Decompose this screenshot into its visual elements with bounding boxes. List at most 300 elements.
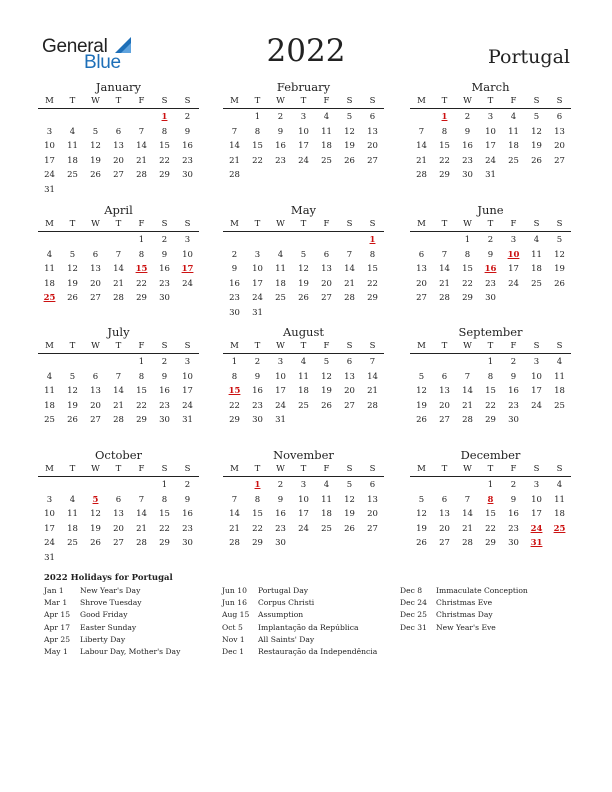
holiday-day: 25 xyxy=(43,293,56,304)
day-cell: 27 xyxy=(554,155,565,166)
day-cell: 2 xyxy=(184,112,191,122)
day-cell: 15 xyxy=(252,141,263,152)
day-cell: 28 xyxy=(462,538,473,549)
month-name: May xyxy=(290,203,317,217)
day-cell: 3 xyxy=(300,480,307,490)
day-cell: 8 xyxy=(464,249,471,260)
day-cell: 5 xyxy=(323,357,330,367)
weekday-label: S xyxy=(369,464,376,474)
day-cell: 8 xyxy=(138,249,145,260)
day-cell: 20 xyxy=(90,400,101,411)
day-cell: 5 xyxy=(346,112,353,122)
day-cell: 17 xyxy=(298,141,309,152)
weekday-label: F xyxy=(510,219,517,229)
day-cell: 27 xyxy=(416,293,427,304)
day-cell: 21 xyxy=(439,278,450,289)
day-cell: 16 xyxy=(182,509,193,520)
day-cell: 13 xyxy=(554,126,565,137)
holiday-day: 10 xyxy=(507,249,520,260)
weekday-label: S xyxy=(556,341,563,351)
holiday-name: Restauração da Independência xyxy=(258,646,378,656)
empty-day xyxy=(410,355,433,370)
day-cell: 19 xyxy=(298,278,309,289)
holiday-day: 8 xyxy=(487,494,494,505)
day-cell: 22 xyxy=(252,523,263,534)
holiday-day: 25 xyxy=(553,523,566,534)
weekday-header xyxy=(38,217,199,232)
weekday-label: M xyxy=(417,219,426,229)
holiday-item xyxy=(44,586,180,598)
day-cell: 26 xyxy=(321,400,332,411)
holiday-date: Jan 1 xyxy=(44,586,64,595)
weekday-label: W xyxy=(276,341,285,351)
day-cell: 14 xyxy=(462,509,473,520)
day-cell: 30 xyxy=(159,293,170,304)
holiday-date: Dec 8 xyxy=(400,586,423,595)
day-cell: 21 xyxy=(367,386,378,397)
empty-day xyxy=(107,233,130,248)
day-cell: 26 xyxy=(554,278,565,289)
holiday-day: 5 xyxy=(92,494,99,505)
empty-day xyxy=(107,355,130,370)
day-cell: 16 xyxy=(159,264,170,275)
day-cell: 9 xyxy=(510,371,517,382)
empty-day xyxy=(84,233,107,248)
weekday-label: T xyxy=(69,96,76,106)
day-cell: 9 xyxy=(487,249,494,260)
day-cell: 21 xyxy=(462,523,473,534)
day-cell: 3 xyxy=(46,126,53,137)
day-cell: 13 xyxy=(344,371,355,382)
day-cell: 19 xyxy=(531,141,542,152)
day-cell: 24 xyxy=(298,155,309,166)
day-cell: 1 xyxy=(231,357,238,367)
day-cell: 30 xyxy=(182,170,193,181)
holiday-date: Apr 25 xyxy=(44,634,71,644)
day-cell: 10 xyxy=(44,509,55,520)
weekday-label: W xyxy=(463,219,472,229)
empty-day xyxy=(315,233,338,248)
day-cell: 7 xyxy=(231,494,238,505)
day-cell: 18 xyxy=(298,386,309,397)
day-cell: 16 xyxy=(159,386,170,397)
day-cell: 14 xyxy=(439,264,450,275)
holiday-name: Liberty Day xyxy=(80,634,126,644)
day-cell: 25 xyxy=(275,293,286,304)
day-cell: 21 xyxy=(136,523,147,534)
day-cell: 20 xyxy=(321,278,332,289)
day-cell: 6 xyxy=(369,480,376,490)
day-cell: 1 xyxy=(161,480,168,490)
day-cell: 6 xyxy=(323,249,330,260)
day-cell: 8 xyxy=(231,371,238,382)
weekday-label: S xyxy=(369,341,376,351)
day-cell: 27 xyxy=(90,293,101,304)
day-cell: 18 xyxy=(44,278,55,289)
day-cell: 30 xyxy=(275,538,286,549)
day-cell: 15 xyxy=(136,386,147,397)
empty-day xyxy=(107,110,130,125)
month-name: November xyxy=(273,448,334,462)
empty-day xyxy=(433,233,456,248)
day-cell: 13 xyxy=(367,494,378,505)
day-cell: 18 xyxy=(67,523,78,534)
day-cell: 18 xyxy=(67,155,78,166)
day-cell: 25 xyxy=(508,155,519,166)
day-cell: 4 xyxy=(277,249,284,260)
day-cell: 21 xyxy=(344,278,355,289)
page-title-year: 2022 xyxy=(266,33,346,69)
holiday-column xyxy=(44,586,180,659)
day-cell: 20 xyxy=(439,523,450,534)
empty-day xyxy=(38,233,61,248)
day-cell: 3 xyxy=(254,249,261,260)
weekday-label: T xyxy=(300,96,307,106)
day-cell: 18 xyxy=(44,400,55,411)
day-cell: 4 xyxy=(46,249,53,260)
weekday-label: W xyxy=(276,464,285,474)
day-cell: 25 xyxy=(321,523,332,534)
day-cell: 22 xyxy=(462,278,473,289)
weekday-label: T xyxy=(115,464,122,474)
weekday-label: M xyxy=(45,341,54,351)
holiday-item xyxy=(222,586,377,598)
weekday-label: T xyxy=(300,464,307,474)
day-cell: 29 xyxy=(136,293,147,304)
day-cell: 12 xyxy=(90,141,101,152)
day-cell: 19 xyxy=(67,278,78,289)
day-cell: 20 xyxy=(113,523,124,534)
day-cell: 8 xyxy=(254,494,261,505)
holiday-name: New Year's Day xyxy=(80,586,141,595)
day-cell: 14 xyxy=(344,264,355,275)
holiday-item xyxy=(222,623,377,635)
day-cell: 18 xyxy=(554,509,565,520)
holiday-column xyxy=(222,586,377,659)
day-cell: 15 xyxy=(159,141,170,152)
day-cell: 4 xyxy=(533,235,540,245)
weekday-label: T xyxy=(487,219,494,229)
day-cell: 4 xyxy=(556,480,563,490)
weekday-label: T xyxy=(300,341,307,351)
weekday-header xyxy=(38,339,199,354)
holiday-list xyxy=(44,573,574,656)
weekday-label: M xyxy=(417,341,426,351)
day-cell: 24 xyxy=(485,155,496,166)
day-cell: 2 xyxy=(277,480,284,490)
day-cell: 6 xyxy=(346,357,353,367)
day-cell: 13 xyxy=(416,264,427,275)
day-cell: 4 xyxy=(69,494,76,505)
day-cell: 7 xyxy=(138,494,145,505)
weekday-label: S xyxy=(346,219,353,229)
day-cell: 4 xyxy=(323,112,330,122)
day-cell: 11 xyxy=(554,494,565,505)
day-grid xyxy=(223,110,384,183)
day-cell: 24 xyxy=(182,278,193,289)
day-cell: 26 xyxy=(90,538,101,549)
month-name: August xyxy=(282,325,324,339)
weekday-label: F xyxy=(323,464,330,474)
day-cell: 2 xyxy=(161,357,168,367)
day-cell: 23 xyxy=(252,400,263,411)
day-cell: 11 xyxy=(67,509,78,520)
day-cell: 11 xyxy=(275,264,286,275)
day-cell: 10 xyxy=(182,249,193,260)
day-cell: 6 xyxy=(418,249,425,260)
weekday-label: S xyxy=(184,341,191,351)
day-cell: 16 xyxy=(508,386,519,397)
holiday-item xyxy=(44,647,180,659)
day-cell: 27 xyxy=(113,170,124,181)
day-cell: 14 xyxy=(462,386,473,397)
day-cell: 11 xyxy=(531,249,542,260)
day-cell: 2 xyxy=(184,480,191,490)
holiday-item xyxy=(44,635,180,647)
day-cell: 24 xyxy=(182,400,193,411)
day-cell: 17 xyxy=(508,264,519,275)
day-cell: 28 xyxy=(136,170,147,181)
weekday-label: S xyxy=(161,96,168,106)
day-cell: 3 xyxy=(510,235,517,245)
weekday-label: F xyxy=(138,464,145,474)
day-grid xyxy=(410,233,571,306)
day-cell: 22 xyxy=(159,155,170,166)
day-cell: 14 xyxy=(229,141,240,152)
day-cell: 20 xyxy=(367,141,378,152)
day-cell: 1 xyxy=(487,357,494,367)
day-cell: 19 xyxy=(554,264,565,275)
day-cell: 17 xyxy=(182,386,193,397)
day-cell: 3 xyxy=(277,357,284,367)
weekday-label: S xyxy=(184,464,191,474)
day-cell: 12 xyxy=(531,126,542,137)
day-cell: 26 xyxy=(298,293,309,304)
empty-day xyxy=(61,233,84,248)
day-cell: 21 xyxy=(136,155,147,166)
day-cell: 9 xyxy=(254,371,261,382)
day-cell: 23 xyxy=(182,523,193,534)
day-cell: 3 xyxy=(46,494,53,505)
weekday-label: S xyxy=(161,219,168,229)
empty-day xyxy=(223,110,246,125)
day-cell: 19 xyxy=(416,400,427,411)
holiday-name: Assumption xyxy=(258,610,304,620)
day-cell: 5 xyxy=(418,494,425,505)
weekday-header xyxy=(38,94,199,109)
holiday-day: 24 xyxy=(530,523,543,534)
weekday-label: W xyxy=(463,464,472,474)
holiday-date: Jun 10 xyxy=(222,586,247,595)
month-name: December xyxy=(460,448,521,462)
day-cell: 24 xyxy=(508,278,519,289)
day-cell: 7 xyxy=(464,371,471,382)
weekday-label: S xyxy=(161,464,168,474)
day-cell: 19 xyxy=(90,155,101,166)
weekday-header xyxy=(223,94,384,109)
day-cell: 13 xyxy=(367,126,378,137)
day-cell: 6 xyxy=(115,126,122,137)
day-cell: 25 xyxy=(67,538,78,549)
day-cell: 9 xyxy=(231,264,238,275)
empty-day xyxy=(433,355,456,370)
day-cell: 21 xyxy=(462,400,473,411)
holiday-name: Easter Sunday xyxy=(80,622,137,632)
holiday-item xyxy=(400,623,528,635)
day-cell: 17 xyxy=(531,386,542,397)
empty-day xyxy=(456,478,479,493)
weekday-label: T xyxy=(115,96,122,106)
day-cell: 15 xyxy=(462,264,473,275)
logo-text-general: General xyxy=(42,36,108,57)
day-cell: 11 xyxy=(298,371,309,382)
day-cell: 5 xyxy=(533,112,540,122)
weekday-label: T xyxy=(69,219,76,229)
day-cell: 2 xyxy=(464,112,471,122)
holiday-date: Apr 15 xyxy=(44,610,71,620)
day-cell: 25 xyxy=(531,278,542,289)
day-cell: 17 xyxy=(531,509,542,520)
day-cell: 20 xyxy=(90,278,101,289)
holiday-date: Dec 24 xyxy=(400,598,427,608)
day-cell: 20 xyxy=(554,141,565,152)
day-cell: 2 xyxy=(254,357,261,367)
holiday-day: 15 xyxy=(228,386,241,397)
day-cell: 3 xyxy=(184,357,191,367)
holiday-day: 1 xyxy=(441,112,448,122)
day-cell: 7 xyxy=(369,357,376,367)
weekday-label: F xyxy=(323,96,330,106)
day-cell: 10 xyxy=(275,371,286,382)
day-cell: 15 xyxy=(439,141,450,152)
day-cell: 26 xyxy=(67,415,78,426)
day-cell: 10 xyxy=(182,371,193,382)
day-cell: 21 xyxy=(113,400,124,411)
day-cell: 6 xyxy=(556,112,563,122)
day-grid xyxy=(410,478,571,551)
weekday-label: S xyxy=(556,96,563,106)
day-cell: 10 xyxy=(44,141,55,152)
holiday-day: 31 xyxy=(530,538,543,549)
day-cell: 27 xyxy=(344,400,355,411)
empty-day xyxy=(246,233,269,248)
weekday-label: S xyxy=(161,341,168,351)
weekday-label: S xyxy=(346,96,353,106)
weekday-label: W xyxy=(91,464,100,474)
empty-day xyxy=(107,478,130,493)
weekday-label: S xyxy=(369,219,376,229)
day-cell: 5 xyxy=(346,480,353,490)
day-cell: 18 xyxy=(321,141,332,152)
day-cell: 13 xyxy=(113,141,124,152)
weekday-label: M xyxy=(417,96,426,106)
weekday-label: M xyxy=(45,219,54,229)
empty-day xyxy=(269,233,292,248)
month-2 xyxy=(410,80,571,183)
day-cell: 29 xyxy=(462,293,473,304)
empty-day xyxy=(61,478,84,493)
weekday-header xyxy=(38,462,199,477)
weekday-label: T xyxy=(441,219,448,229)
day-cell: 13 xyxy=(439,386,450,397)
day-cell: 3 xyxy=(533,357,540,367)
month-4 xyxy=(223,203,384,321)
weekday-header xyxy=(410,217,571,232)
holiday-name: Christmas Eve xyxy=(436,598,493,608)
weekday-header xyxy=(223,217,384,232)
day-cell: 8 xyxy=(161,126,168,137)
holiday-date: Jun 16 xyxy=(222,598,247,608)
day-cell: 20 xyxy=(344,386,355,397)
holiday-day: 1 xyxy=(254,480,261,490)
month-8 xyxy=(410,325,571,428)
day-cell: 14 xyxy=(113,264,124,275)
day-cell: 18 xyxy=(508,141,519,152)
day-cell: 9 xyxy=(277,494,284,505)
day-cell: 11 xyxy=(44,264,55,275)
day-cell: 8 xyxy=(254,126,261,137)
weekday-label: T xyxy=(254,219,261,229)
day-grid xyxy=(223,478,384,551)
day-cell: 27 xyxy=(367,523,378,534)
day-cell: 26 xyxy=(344,523,355,534)
day-cell: 7 xyxy=(418,126,425,137)
month-name: July xyxy=(107,325,130,339)
day-cell: 26 xyxy=(531,155,542,166)
holiday-name: Portugal Day xyxy=(258,586,309,595)
day-cell: 8 xyxy=(487,371,494,382)
month-name: October xyxy=(94,448,143,462)
weekday-label: F xyxy=(510,341,517,351)
day-cell: 21 xyxy=(113,278,124,289)
day-cell: 29 xyxy=(367,293,378,304)
day-cell: 15 xyxy=(485,386,496,397)
day-cell: 10 xyxy=(485,126,496,137)
weekday-label: M xyxy=(230,219,239,229)
day-cell: 12 xyxy=(344,494,355,505)
day-cell: 4 xyxy=(46,371,53,382)
logo-text-blue: Blue xyxy=(84,52,121,73)
day-cell: 12 xyxy=(416,509,427,520)
day-cell: 4 xyxy=(300,357,307,367)
day-cell: 14 xyxy=(416,141,427,152)
day-cell: 28 xyxy=(344,293,355,304)
weekday-label: T xyxy=(441,341,448,351)
day-cell: 23 xyxy=(159,400,170,411)
weekday-label: T xyxy=(441,464,448,474)
day-cell: 4 xyxy=(556,357,563,367)
day-cell: 15 xyxy=(159,509,170,520)
day-cell: 10 xyxy=(531,494,542,505)
day-cell: 14 xyxy=(136,141,147,152)
day-cell: 13 xyxy=(90,264,101,275)
day-cell: 5 xyxy=(300,249,307,260)
day-cell: 26 xyxy=(344,155,355,166)
weekday-label: M xyxy=(230,96,239,106)
weekday-label: T xyxy=(487,464,494,474)
month-name: February xyxy=(276,80,331,94)
weekday-label: S xyxy=(346,464,353,474)
day-cell: 16 xyxy=(182,141,193,152)
day-cell: 20 xyxy=(367,509,378,520)
day-cell: 28 xyxy=(113,293,124,304)
weekday-label: T xyxy=(69,464,76,474)
day-cell: 17 xyxy=(298,509,309,520)
day-cell: 27 xyxy=(439,538,450,549)
weekday-label: F xyxy=(510,464,517,474)
day-cell: 25 xyxy=(67,170,78,181)
day-cell: 27 xyxy=(90,415,101,426)
